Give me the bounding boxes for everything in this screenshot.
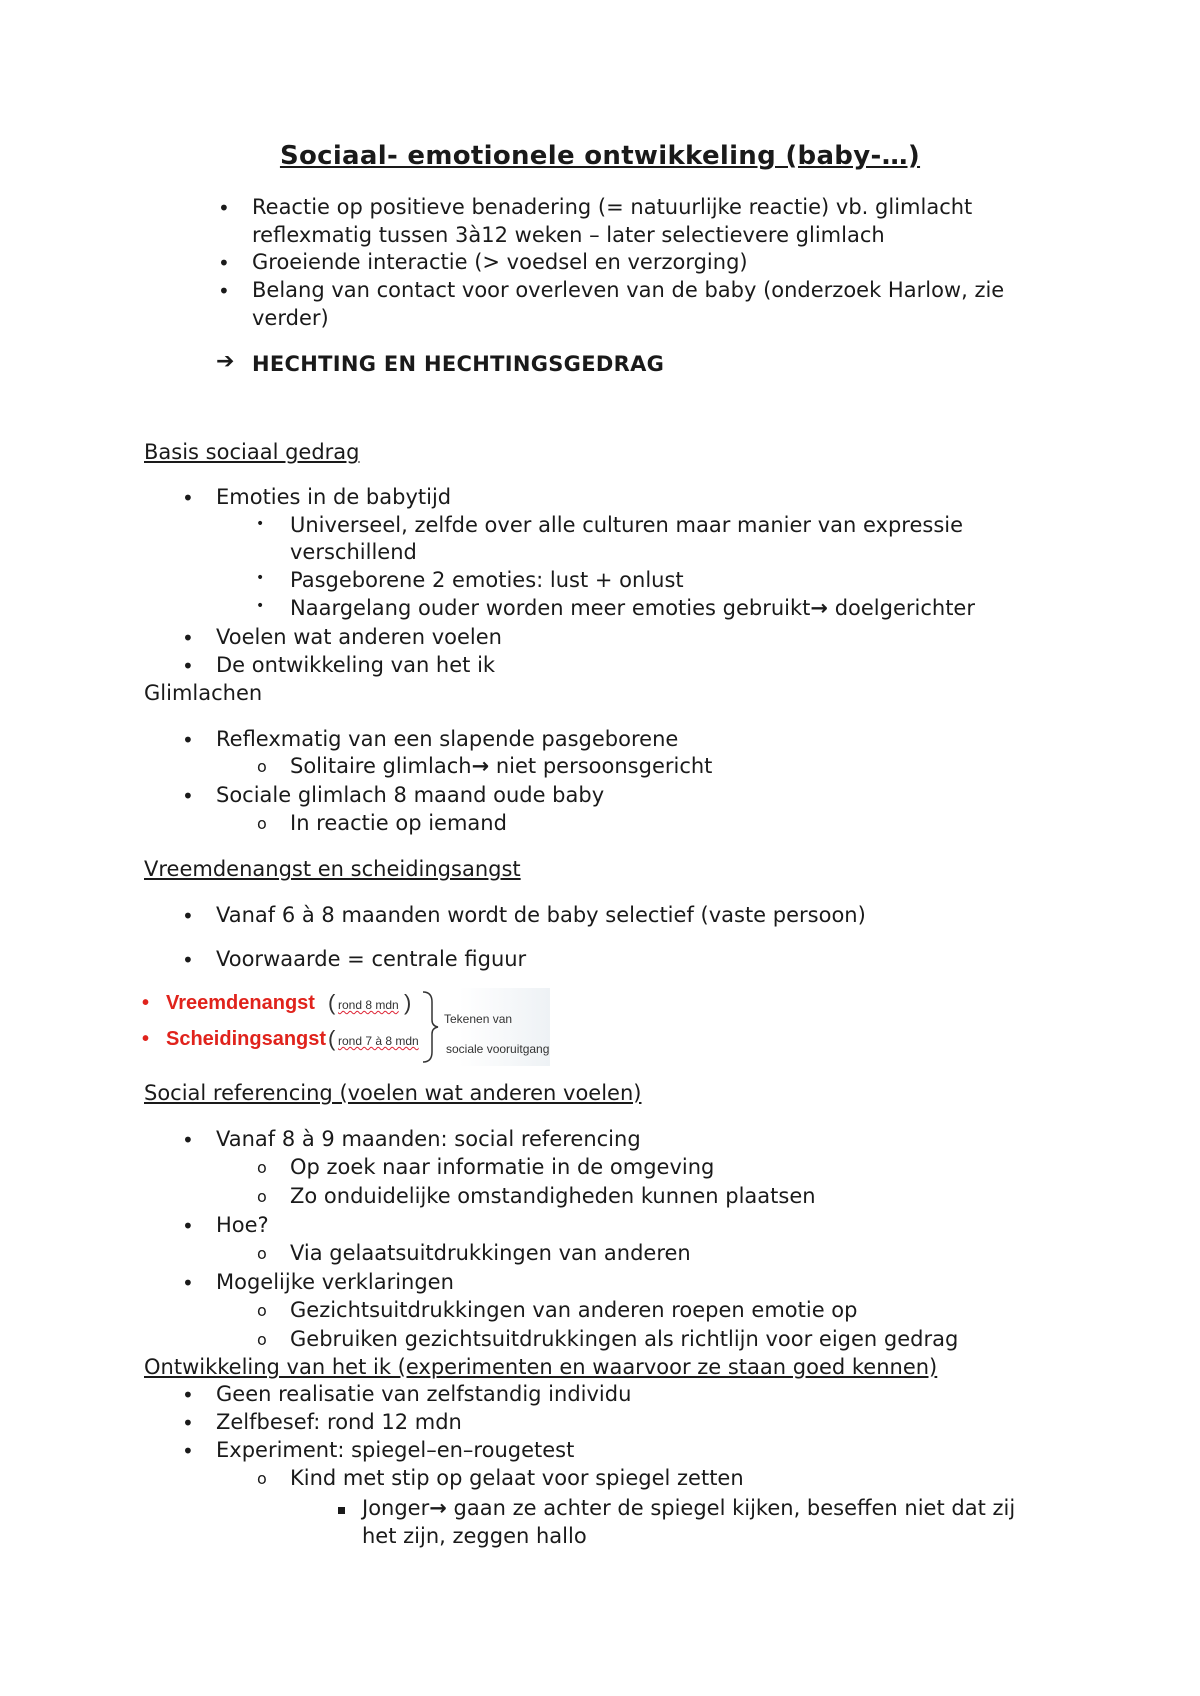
inset-row-label: Vreemdenangst xyxy=(166,992,315,1014)
paren-open-icon: ( xyxy=(328,990,336,1015)
sub-list-item: Zo onduidelijke omstandigheden kunnen plaatsen xyxy=(290,1184,816,1208)
list-item: Voelen wat anderen voelen xyxy=(216,625,502,649)
sub-list-item: Gebruiken gezichtsuitdrukkingen als richtlijn voor eigen gedrag xyxy=(290,1327,959,1351)
bullet-icon: • xyxy=(182,1411,194,1435)
square-bullet-icon xyxy=(338,1507,345,1514)
section-heading: Social referencing (voelen wat anderen voelen) xyxy=(144,1081,642,1105)
section-heading: Glimlachen xyxy=(144,681,263,705)
list-item: Zelfbesef: rond 12 mdn xyxy=(216,1410,462,1434)
sub-list-item: Pasgeborene 2 emoties: lust + onlust xyxy=(290,568,684,592)
list-item: De ontwikkeling van het ik xyxy=(216,653,496,677)
list-item: Geen realisatie van zelfstandig individu xyxy=(216,1382,632,1406)
sub-list-item: Solitaire glimlach→ niet persoonsgericht xyxy=(290,754,713,778)
curly-brace-icon xyxy=(420,990,440,1064)
section-heading: Ontwikkeling van het ik (experimenten en waarvoor ze staan goed kennen) xyxy=(144,1355,938,1379)
arrow-right-icon: → xyxy=(429,1496,447,1520)
bullet-icon: o xyxy=(257,1469,267,1488)
bullet-icon: • xyxy=(256,598,265,614)
list-item: Reflexmatig van een slapende pasgeborene xyxy=(216,727,679,751)
list-item: Reactie op positieve benadering (= natuurlijke reactie) vb. glimlacht xyxy=(252,195,973,219)
sub-list-item: Op zoek naar informatie in de omgeving xyxy=(290,1155,715,1179)
bullet-icon: • xyxy=(182,486,194,510)
list-item-continued: reflexmatig tussen 3à12 weken – later selectievere glimlach xyxy=(252,223,885,247)
bullet-icon: o xyxy=(257,757,267,776)
sub-list-item: Via gelaatsuitdrukkingen van anderen xyxy=(290,1241,691,1265)
list-item: Sociale glimlach 8 maand oude baby xyxy=(216,783,605,807)
bullet-icon: o xyxy=(257,1158,267,1177)
list-item: Voorwaarde = centrale figuur xyxy=(216,947,527,971)
bullet-icon: • xyxy=(256,516,265,532)
sub-list-item: Gezichtsuitdrukkingen van anderen roepen emotie op xyxy=(290,1298,858,1322)
list-item: Mogelijke verklaringen xyxy=(216,1270,454,1294)
list-item: Belang van contact voor overleven van de baby (onderzoek Harlow, zie xyxy=(252,278,1005,302)
paren-close-icon: ) xyxy=(404,990,412,1015)
bullet-icon: • xyxy=(182,654,194,678)
list-item: Vanaf 6 à 8 maanden wordt de baby selectief (vaste persoon) xyxy=(216,903,866,927)
inset-row-note: rond 8 mdn xyxy=(338,998,399,1012)
bullet-icon: • xyxy=(182,626,194,650)
inset-image xyxy=(138,988,550,1066)
bullet-icon: o xyxy=(257,814,267,833)
arrow-right-icon: → xyxy=(471,754,490,778)
bullet-icon: • xyxy=(218,251,230,275)
bullet-icon: • xyxy=(218,279,230,303)
bullet-icon: • xyxy=(182,1439,194,1463)
bullet-icon: o xyxy=(257,1330,267,1349)
page-title: Sociaal- emotionele ontwikkeling (baby-…) xyxy=(279,141,921,171)
paren-open-icon: ( xyxy=(328,1026,336,1051)
bullet-icon: o xyxy=(257,1187,267,1206)
bullet-icon: • xyxy=(142,992,150,1014)
bullet-icon: o xyxy=(257,1244,267,1263)
section-heading: Vreemdenangst en scheidingsangst xyxy=(144,857,521,881)
bullet-icon: • xyxy=(182,1128,194,1152)
sub-sub-list-item: Jonger→ gaan ze achter de spiegel kijken, beseffen niet dat zij xyxy=(362,1496,1016,1520)
bullet-icon: • xyxy=(182,728,194,752)
bullet-icon: • xyxy=(182,784,194,808)
bullet-icon: • xyxy=(142,1028,150,1050)
sub-sub-list-item-continued: het zijn, zeggen hallo xyxy=(362,1524,587,1548)
list-item: Hoe? xyxy=(216,1213,269,1237)
inset-note-line: Tekenen van xyxy=(444,1012,513,1026)
list-item-continued: verder) xyxy=(252,306,329,330)
bullet-icon: • xyxy=(182,904,194,928)
arrow-heading: HECHTING EN HECHTINGSGEDRAG xyxy=(252,352,665,376)
sub-list-item-continued: verschillend xyxy=(290,540,417,564)
arrow-right-icon: → xyxy=(810,596,829,620)
bullet-icon: • xyxy=(182,1383,194,1407)
bullet-icon: o xyxy=(257,1301,267,1320)
inset-row-note: rond 7 à 8 mdn xyxy=(338,1034,419,1048)
bullet-icon: • xyxy=(182,1271,194,1295)
sub-list-item: Universeel, zelfde over alle culturen maar manier van expressie xyxy=(290,513,964,537)
bullet-icon: • xyxy=(182,1214,194,1238)
list-item: Experiment: spiegel–en–rougetest xyxy=(216,1438,575,1462)
sub-list-item: Kind met stip op gelaat voor spiegel zetten xyxy=(290,1466,744,1490)
sub-list-item: Naargelang ouder worden meer emoties gebruikt→ doelgerichter xyxy=(290,596,975,620)
arrow-right-icon: ➔ xyxy=(216,349,235,374)
list-item: Groeiende interactie (> voedsel en verzorging) xyxy=(252,250,748,274)
list-item: Emoties in de babytijd xyxy=(216,485,452,509)
bullet-icon: • xyxy=(182,948,194,972)
bullet-icon: • xyxy=(218,196,230,220)
section-heading: Basis sociaal gedrag xyxy=(144,440,360,464)
inset-note-line: sociale vooruitgang xyxy=(446,1042,550,1056)
bullet-icon: • xyxy=(256,570,265,586)
inset-row-label: Scheidingsangst xyxy=(166,1028,327,1050)
sub-list-item: In reactie op iemand xyxy=(290,811,507,835)
list-item: Vanaf 8 à 9 maanden: social referencing xyxy=(216,1127,641,1151)
